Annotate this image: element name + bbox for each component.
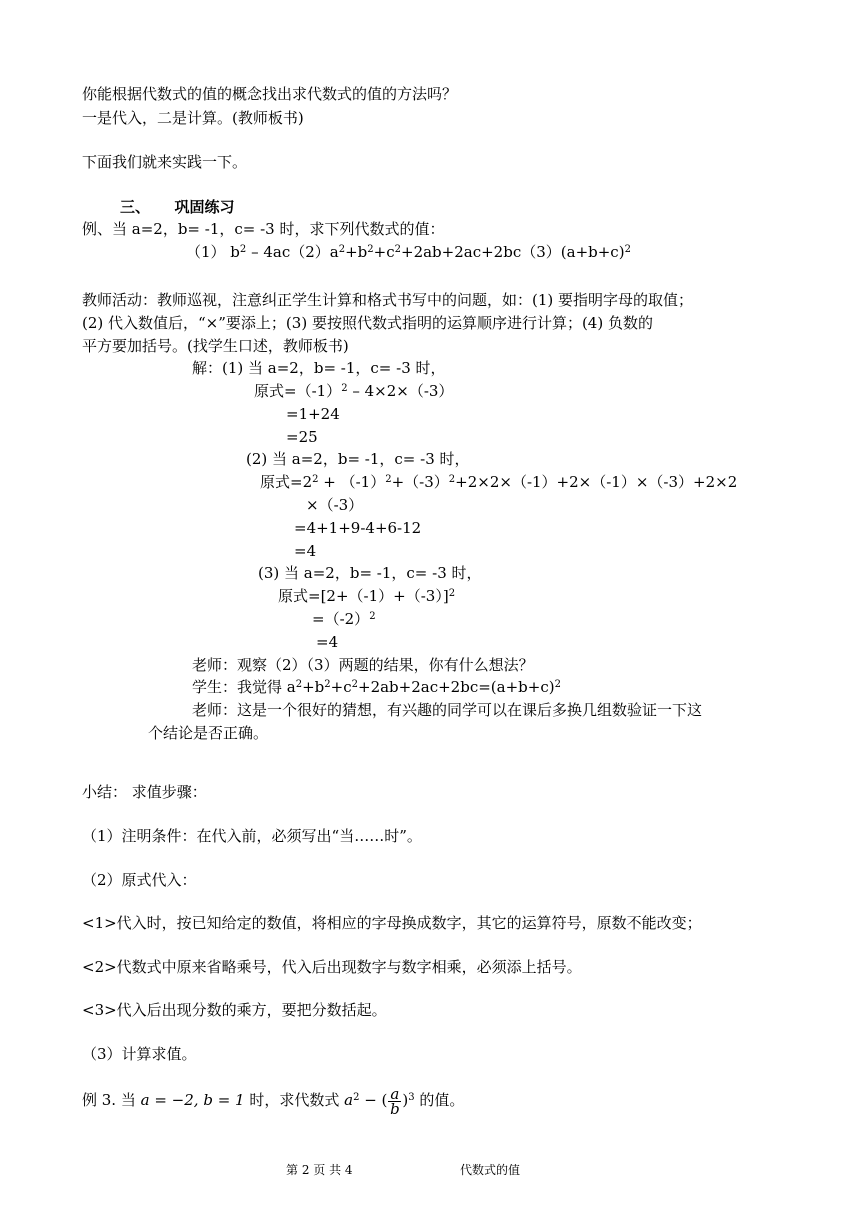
solution-3-step-3: =4: [316, 633, 339, 651]
solution-2-step-1: 原式$=2^2 + (-1)^2+(-3)^2+2\times 2\times(-1)+2\times(-1)\times(-3)+2\times 2$: [260, 473, 738, 491]
fraction-a-over-b: $\frac{a}{b}$: [390, 1084, 400, 1118]
solution-1-step-3: =25: [286, 428, 318, 446]
summary-step-3: （3）计算求值。: [82, 1045, 197, 1063]
example3-condition: a = −2, b = 1: [140, 1091, 245, 1109]
summary-rule-1: <1>代入时，按已知给定的数值，将相应的字母换成数字，其它的运算符号，原数不能改变；: [82, 914, 702, 932]
solution-3-step-2: $=(-2)^2$: [312, 610, 376, 628]
solution-3-condition: (3) 当 a=2，b= -1，c= -3 时，: [258, 564, 482, 582]
solution-2-step-2: =4+1+9-4+6-12: [294, 519, 422, 537]
section-number: 三、: [120, 198, 151, 216]
summary-rule-2: <2>代数式中原来省略乘号，代入后出现数字与数字相乘，必须添上括号。: [82, 958, 582, 976]
example3: 例 3. 当 a = −2, b = 1 时，求代数式 $a^2$ − ( $\frac{a}{b}$ )$^3$ 的值。: [82, 1084, 465, 1118]
summary-step-2: （2）原式代入：: [82, 871, 197, 889]
teacher-activity-line-2: (2) 代入数值后，“×”要添上；(3) 要按照代数式指明的运算顺序进行计算；(4) 负数的: [82, 314, 653, 332]
footer-page-number: 第 2 页 共 4: [286, 1163, 353, 1177]
summary-step-1: （1）注明条件：在代入前，必须写出“当……时”。: [82, 827, 422, 845]
dialogue-teacher-2: 老师：这是一个很好的猜想，有兴趣的同学可以在课后多换几组数验证一下这: [192, 701, 703, 719]
section-heading: [120, 197, 235, 217]
intro-answer: 一是代入，二是计算。(教师板书): [82, 109, 304, 127]
solution-1-step-2: =1+24: [286, 405, 340, 423]
intro-question: 你能根据代数式的值的概念找出求代数式的值的方法吗？: [82, 85, 458, 103]
solution-2-condition: (2) 当 a=2，b= -1，c= -3 时，: [246, 450, 470, 468]
solution-2-step-1-cont: ×（-3）: [306, 496, 364, 514]
teacher-activity-line-3: 平方要加括号。(找学生口述，教师板书): [82, 337, 349, 355]
dialogue-student: 学生：我觉得 $a^2+b^2+c^2+2ab+2ac+2bc=(a+b+c)^2$: [192, 678, 561, 696]
dialogue-teacher-2-cont: 个结论是否正确。: [148, 724, 269, 742]
summary-rule-3: <3>代入后出现分数的乘方，要把分数括起。: [82, 1001, 387, 1019]
solution-1-condition: 解：(1) 当 a=2，b= -1，c= -3 时，: [192, 359, 446, 377]
footer-title: 代数式的值: [460, 1163, 521, 1177]
example1-stem: 例、当 a=2，b= -1，c= -3 时，求下列代数式的值：: [82, 220, 445, 238]
teacher-activity-line-1: 教师活动：教师巡视，注意纠正学生计算和格式书写中的问题，如：(1) 要指明字母的取值；: [82, 291, 694, 309]
section-title: 巩固练习: [174, 198, 235, 216]
solution-2-step-3: =4: [294, 542, 317, 560]
example1-items: （1） $b^2 - 4ac(2)a^2+b^2+c^2+2ab+2ac+2bc(3)(a+b+c)^2$: [186, 243, 631, 261]
dialogue-teacher-1: 老师：观察（2）（3）两题的结果，你有什么想法？: [192, 656, 534, 674]
intro-practice: 下面我们就来实践一下。: [82, 153, 248, 171]
summary-title: 小结： 求值步骤：: [82, 783, 207, 801]
solution-1-step-1: 原式$=(-1)^2 - 4\times 2\times(-3)$: [254, 382, 454, 400]
solution-3-step-1: 原式$=[2+(-1)+(-3)]^2$: [278, 587, 456, 605]
